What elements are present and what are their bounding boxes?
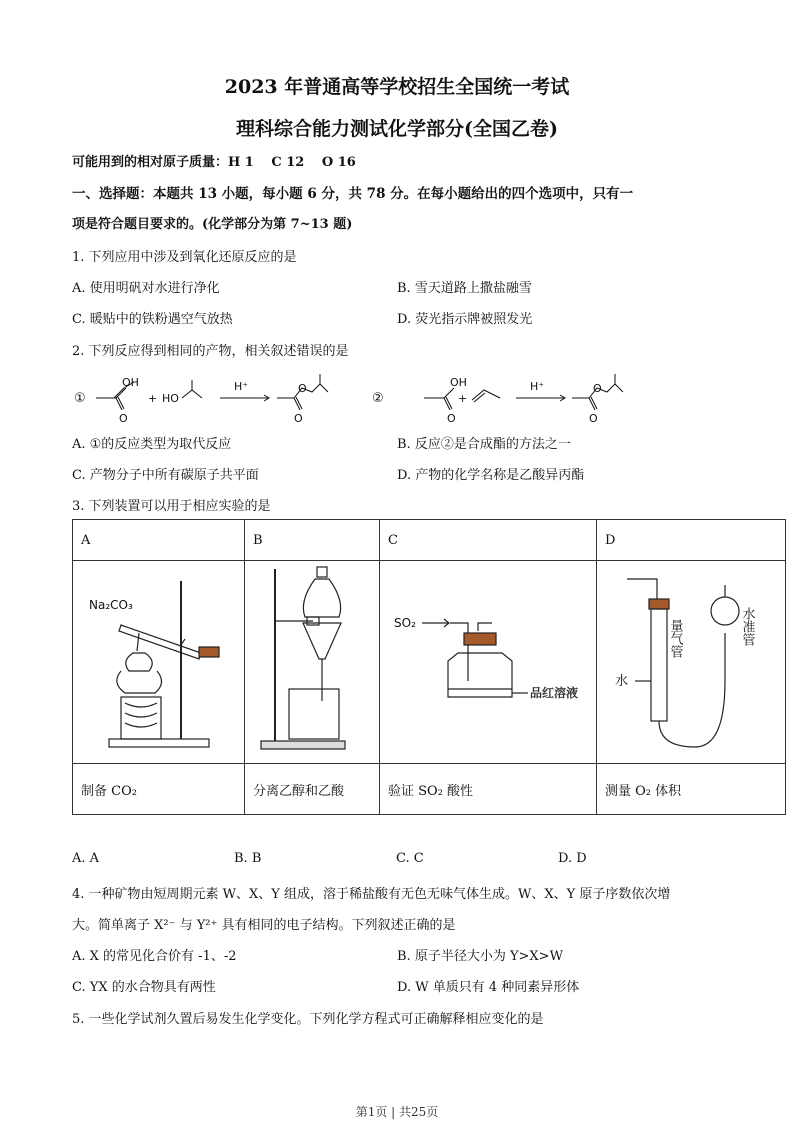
- page-footer: 第1页 | 共25页: [355, 1105, 439, 1119]
- exam-title: 2023 年普通高等学校招生全国统一考试: [224, 76, 570, 98]
- q2-reaction-schemes: [72, 370, 722, 426]
- q2-r1-catalyst: H⁺: [234, 380, 249, 393]
- so2-label: SO₂: [394, 616, 416, 630]
- shuizhunguan-label: 水准管: [739, 607, 755, 646]
- q2-r2-ester-o: O: [593, 382, 602, 395]
- water-label: 水: [615, 674, 629, 689]
- q2-option-a[interactable]: A. ①的反应类型为取代反应: [72, 437, 232, 452]
- q2-option-b[interactable]: B. 反应②是合成酯的方法之一: [397, 437, 571, 452]
- q2-option-d[interactable]: D. 产物的化学名称是乙酸异丙酯: [397, 468, 585, 483]
- pinhong-label: 品红溶液: [530, 686, 579, 700]
- q2-r1-ester-o: O: [298, 382, 307, 395]
- section1-instructions-line2: 项是符合题目要求的。(化学部分为第 7~13 题): [72, 217, 353, 232]
- q2-r1-ho-label: HO: [162, 392, 179, 405]
- q3-option-d[interactable]: D. D: [558, 851, 587, 866]
- q3-stem: 3. 下列装置可以用于相应实验的是: [72, 499, 271, 514]
- q2-r2-catalyst: H⁺: [530, 380, 545, 393]
- separatory-funnel-diagram: [253, 561, 371, 759]
- q3-caption-c: 验证 SO₂ 酸性: [380, 764, 597, 815]
- q3-header-a: A: [73, 520, 245, 561]
- liangqiguan-label: 量气管: [667, 619, 683, 658]
- q3-apparatus-a: [73, 561, 245, 764]
- gas-burette-diagram: [605, 561, 777, 759]
- exam-subtitle: 理科综合能力测试化学部分(全国乙卷): [236, 118, 558, 140]
- q4-option-d[interactable]: D. W 单质只有 4 种同素异形体: [397, 980, 580, 995]
- q2-r2-o-label: O: [447, 412, 456, 425]
- atomic-mass-note: 可能用到的相对原子质量：H 1 C 12 O 16: [72, 155, 356, 170]
- q3-apparatus-table: [72, 519, 786, 815]
- q5-stem: 5. 一些化学试剂久置后易发生化学变化。下列化学方程式可正确解释相应变化的是: [72, 1012, 544, 1027]
- q3-header-b: B: [245, 520, 380, 561]
- na2co3-label: Na₂CO₃: [89, 598, 133, 612]
- q4-option-b[interactable]: B. 原子半径大小为 Y>X>W: [397, 949, 563, 964]
- q3-header-c: C: [380, 520, 597, 561]
- section1-instructions-line1: 一、选择题：本题共 13 小题，每小题 6 分，共 78 分。在每小题给出的四个选项中，只有一: [72, 186, 634, 202]
- q4-stem-line2: 大。简单离子 X²⁻ 与 Y²⁺ 具有相同的电子结构。下列叙述正确的是: [72, 918, 456, 933]
- q3-header-d: D: [597, 520, 786, 561]
- q4-option-c[interactable]: C. YX 的水合物具有两性: [72, 980, 216, 995]
- q3-caption-b: 分离乙醇和乙酸: [245, 764, 380, 815]
- q3-caption-d: 测量 O₂ 体积: [597, 764, 786, 815]
- q4-stem-line1: 4. 一种矿物由短周期元素 W、X、Y 组成，溶于稀盐酸有无色无味气体生成。W、X、Y 原子序数依次增: [72, 887, 671, 902]
- q3-apparatus-d: [597, 561, 786, 764]
- q2-r1-oh-label: OH: [122, 376, 139, 389]
- q3-caption-a: 制备 CO₂: [73, 764, 245, 815]
- co2-generator-diagram: [81, 561, 236, 759]
- q2-r1-ester-carbonyl-o: O: [294, 412, 303, 425]
- q2-option-c[interactable]: C. 产物分子中所有碳原子共平面: [72, 468, 259, 483]
- q1-option-a[interactable]: A. 使用明矾对水进行净化: [72, 281, 220, 296]
- q3-option-a[interactable]: A. A: [72, 851, 100, 866]
- q3-apparatus-c: [380, 561, 597, 764]
- q2-stem: 2. 下列反应得到相同的产物，相关叙述错误的是: [72, 344, 349, 359]
- q2-r2-oh-label: OH: [450, 376, 467, 389]
- wash-bottle-diagram: [388, 561, 588, 759]
- q2-r2-ester-carbonyl-o: O: [589, 412, 598, 425]
- q1-option-d[interactable]: D. 荧光指示牌被照发光: [397, 312, 533, 327]
- q2-r1-plus: +: [148, 392, 158, 405]
- q2-reaction2-number: ②: [372, 391, 384, 406]
- q2-r1-o-label: O: [119, 412, 128, 425]
- q4-option-a[interactable]: A. X 的常见化合价有 -1、-2: [72, 949, 237, 964]
- q2-r2-plus: +: [458, 392, 468, 405]
- q2-reaction1-number: ①: [74, 391, 86, 406]
- q3-option-c[interactable]: C. C: [396, 851, 424, 866]
- q1-stem: 1. 下列应用中涉及到氧化还原反应的是: [72, 250, 297, 265]
- q3-option-b[interactable]: B. B: [234, 851, 262, 866]
- q1-option-b[interactable]: B. 雪天道路上撒盐融雪: [397, 281, 532, 296]
- q3-apparatus-b: [245, 561, 380, 764]
- q1-option-c[interactable]: C. 暖贴中的铁粉遇空气放热: [72, 312, 233, 327]
